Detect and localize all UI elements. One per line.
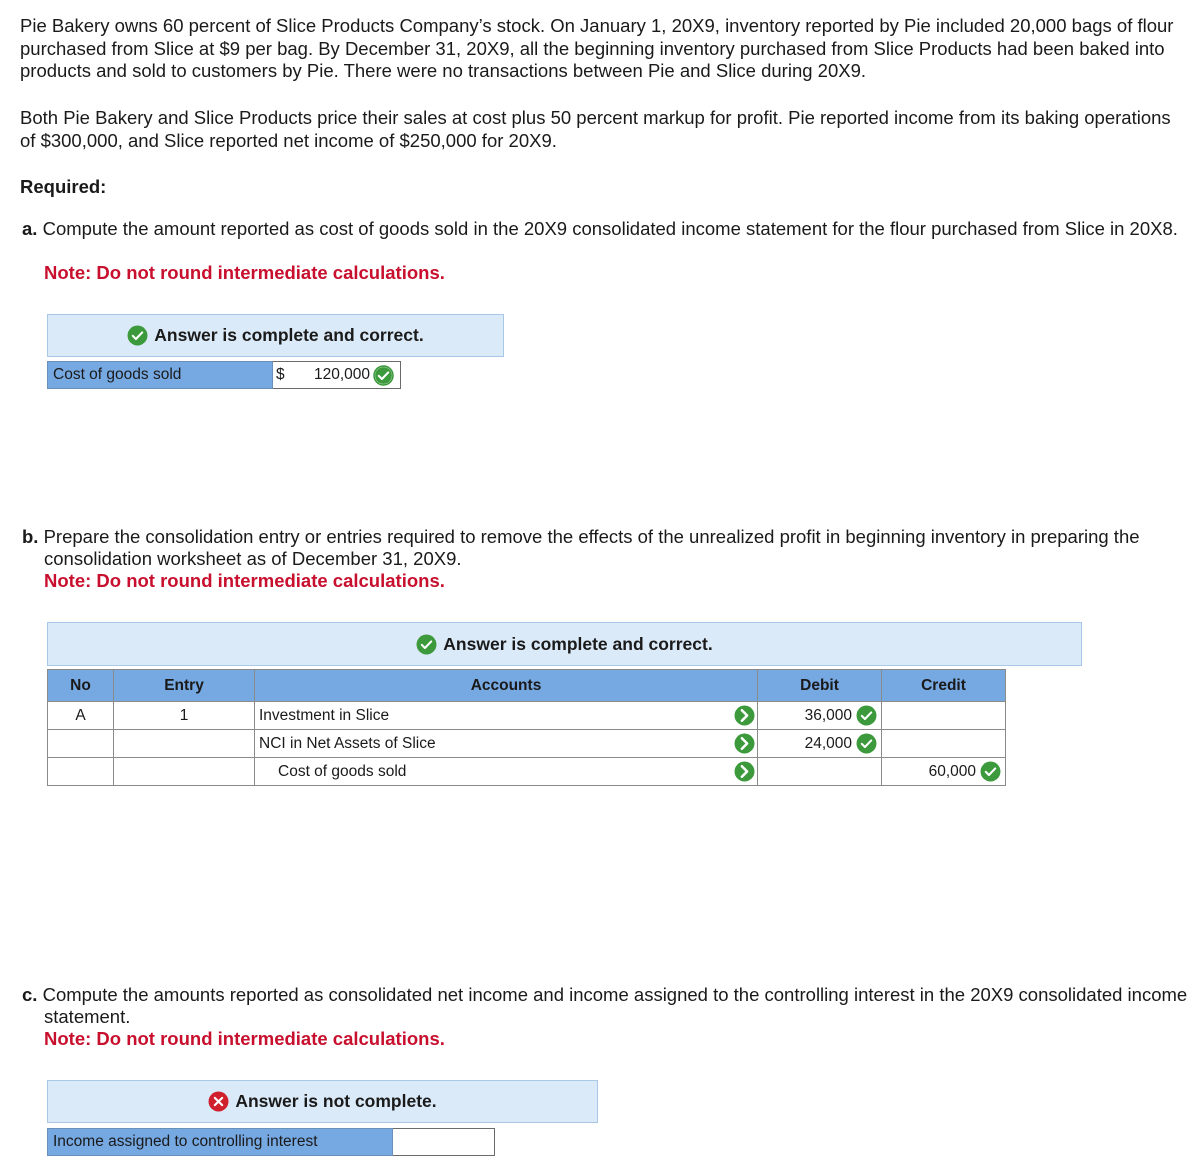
column-header-debit: Debit	[758, 670, 882, 702]
credit-cell[interactable]	[882, 702, 1006, 730]
column-header-accounts: Accounts	[255, 670, 758, 702]
cost-of-goods-sold-value: 120,000	[313, 366, 370, 383]
account-cell[interactable]	[255, 730, 758, 758]
account-cell[interactable]	[255, 702, 758, 730]
check-circle-icon	[734, 733, 755, 754]
entry-no-cell	[48, 758, 114, 786]
entry-no-cell: A	[48, 702, 114, 730]
part-a-note: Note: Do not round intermediate calculations.	[44, 262, 445, 283]
entry-number-cell	[114, 730, 255, 758]
debit-cell[interactable]	[758, 758, 882, 786]
part-c-answer-row	[47, 1128, 495, 1156]
intro-paragraph-2: Both Pie Bakery and Slice Products price their sales at cost plus 50 percent markup for profit. Pie reported income from its baking operations of $300,000, and Slice reported net income of $250,000 for 20X9.	[20, 107, 1171, 151]
table-header-row	[48, 670, 1006, 702]
debit-value: 24,000	[804, 734, 852, 752]
check-circle-icon	[980, 761, 1001, 782]
check-circle-icon	[856, 733, 877, 754]
income-controlling-interest-input[interactable]	[393, 1128, 495, 1156]
journal-entry-table	[47, 669, 1006, 786]
table-row	[48, 758, 1006, 786]
column-header-entry: Entry	[114, 670, 255, 702]
cost-of-goods-sold-input[interactable]	[273, 361, 401, 389]
check-circle-icon	[373, 365, 394, 386]
table-row	[48, 702, 1006, 730]
check-circle-icon	[856, 705, 877, 726]
debit-value: 36,000	[804, 706, 852, 724]
part-a-question	[22, 218, 1200, 240]
check-circle-icon	[734, 761, 755, 782]
credit-value: 60,000	[928, 762, 976, 780]
part-a-text: Compute the amount reported as cost of goods sold in the 20X9 consolidated income statement for the flour purchased from Slice in 20X8.	[42, 218, 1178, 239]
part-c-prefix: c.	[22, 984, 38, 1005]
part-b-question	[22, 526, 1200, 570]
column-header-no: No	[48, 670, 114, 702]
part-c-banner-text: Answer is not complete.	[235, 1091, 437, 1111]
part-a-label: Cost of goods sold	[47, 361, 273, 389]
part-c-label: Income assigned to controlling interest	[47, 1128, 393, 1156]
part-c-question	[22, 984, 1200, 1028]
check-circle-icon	[734, 705, 755, 726]
part-b-prefix: b.	[22, 526, 39, 547]
intro-paragraph-1: Pie Bakery owns 60 percent of Slice Products Company’s stock. On January 1, 20X9, inventory reported by Pie included 20,000 bags of flour purchased from Slice at $9 per bag. By December 31, 20X9, all the beginning inventory purchased from Slice Products had been baked into products and sold to customers by Pie. There were no transactions between Pie and Slice during 20X9.	[20, 15, 1174, 81]
part-b-note: Note: Do not round intermediate calculations.	[44, 570, 445, 591]
debit-cell[interactable]	[758, 730, 882, 758]
entry-number-cell: 1	[114, 702, 255, 730]
part-c-status-banner	[47, 1080, 598, 1123]
currency-symbol: $	[276, 366, 285, 383]
part-b-status-banner	[47, 622, 1082, 666]
column-header-credit: Credit	[882, 670, 1006, 702]
part-a-answer-row	[47, 361, 401, 389]
required-heading: Required:	[20, 176, 107, 197]
part-a-banner-text: Answer is complete and correct.	[154, 325, 424, 345]
part-a-status-banner	[47, 314, 504, 357]
part-c-text: Compute the amounts reported as consolidated net income and income assigned to the controlling interest in the 20X9 consolidated income statement.	[42, 984, 1188, 1027]
table-row	[48, 730, 1006, 758]
part-a-prefix: a.	[22, 218, 38, 239]
account-name: Cost of goods sold	[278, 762, 407, 780]
account-name: NCI in Net Assets of Slice	[259, 734, 436, 752]
account-name: Investment in Slice	[259, 706, 390, 724]
credit-cell[interactable]	[882, 730, 1006, 758]
credit-cell[interactable]	[882, 758, 1006, 786]
entry-no-cell	[48, 730, 114, 758]
part-b-text: Prepare the consolidation entry or entries required to remove the effects of the unrealized profit in beginning inventory in preparing the consolidation worksheet as of December 31, 20X9.	[43, 526, 1140, 569]
check-circle-icon	[127, 325, 148, 346]
part-c-note: Note: Do not round intermediate calculations.	[44, 1028, 445, 1049]
part-b-banner-text: Answer is complete and correct.	[443, 633, 713, 654]
error-x-icon	[208, 1091, 229, 1112]
check-circle-icon	[416, 634, 437, 655]
debit-cell[interactable]	[758, 702, 882, 730]
account-cell[interactable]	[255, 758, 758, 786]
entry-number-cell	[114, 758, 255, 786]
